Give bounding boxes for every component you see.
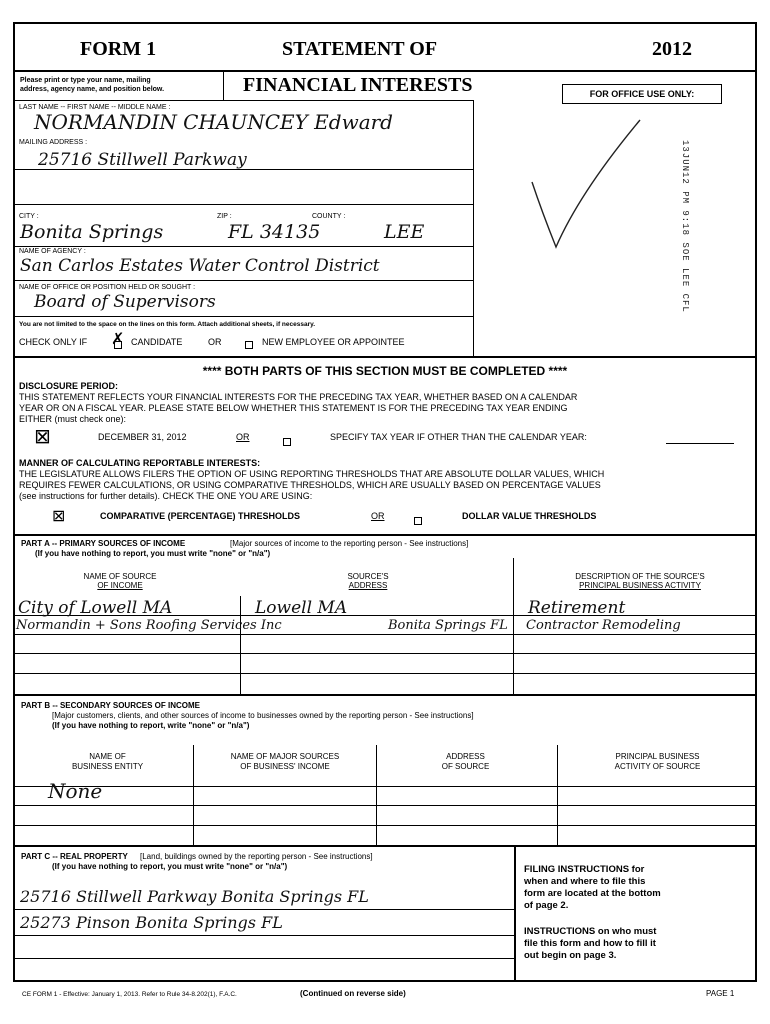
- name-label: LAST NAME -- FIRST NAME -- MIDDLE NAME :: [19, 104, 171, 111]
- not-limited-note: You are not limited to the space on the lines on this form. Attach additional sheets, if necessary.: [19, 321, 316, 328]
- city-line: [13, 246, 473, 247]
- part-a-row2-activity[interactable]: Contractor Remodeling: [526, 618, 681, 633]
- part-b-col3-header: ADDRESS OF SOURCE: [441, 752, 490, 771]
- part-c-row1[interactable]: 25716 Stillwell Parkway Bonita Springs FL: [20, 887, 369, 906]
- part-a-row1-activity[interactable]: Retirement: [528, 598, 626, 618]
- candidate-label: CANDIDATE: [131, 337, 183, 347]
- part-a-row-line-4: [13, 673, 757, 674]
- candidate-check-mark: ✗: [111, 329, 125, 348]
- county-value[interactable]: LEE: [384, 221, 425, 243]
- section-divider-1: [13, 356, 757, 358]
- name-value[interactable]: NORMANDIN CHAUNCEY Edward: [34, 110, 393, 134]
- manner-label: MANNER OF CALCULATING REPORTABLE INTERESTS:: [19, 458, 261, 468]
- state-zip-value[interactable]: FL 34135: [228, 221, 321, 243]
- part-c-sub: (If you have nothing to report, you must write "none" or "n/a"): [52, 862, 288, 871]
- print-note-divider: [223, 70, 224, 100]
- section-divider-4: [13, 845, 757, 847]
- comparative-label: COMPARATIVE (PERCENTAGE) THRESHOLDS: [100, 511, 301, 521]
- part-c-row-line-2: [13, 935, 514, 936]
- part-c-title: PART C -- REAL PROPERTY: [21, 852, 128, 861]
- part-b-col-divider-3: [557, 745, 558, 845]
- print-note-2: address, agency name, and position below.: [20, 86, 165, 93]
- specify-line: [666, 443, 734, 444]
- footer-left: CE FORM 1 - Effective: January 1, 2013. Refer to Rule 34-8.202(1), F.A.C.: [22, 991, 237, 998]
- part-b-col4-header: PRINCIPAL BUSINESS ACTIVITY OF SOURCE: [614, 752, 701, 771]
- form-title-line1: STATEMENT OF: [282, 38, 438, 60]
- manner-line-3: (see instructions for further details). CHECK THE ONE YOU ARE USING:: [19, 491, 313, 501]
- or-underlined-1: OR: [236, 432, 250, 442]
- disclosure-label: DISCLOSURE PERIOD:: [19, 381, 119, 391]
- comparative-check-mark[interactable]: ⊠: [52, 506, 66, 525]
- part-a-col3-header: DESCRIPTION OF THE SOURCE'S PRINCIPAL BUSINESS ACTIVITY: [575, 572, 705, 590]
- part-c-row-line-1: [13, 909, 514, 910]
- disclosure-line-1: THIS STATEMENT REFLECTS YOUR FINANCIAL INTERESTS FOR THE PRECEDING TAX YEAR, WHETHER BASED ON A CALENDAR: [19, 392, 578, 402]
- specify-label: SPECIFY TAX YEAR IF OTHER THAN THE CALENDAR YEAR:: [330, 432, 587, 442]
- address-line-2: [13, 204, 473, 205]
- part-b-note: [Major customers, clients, and other sources of income to businesses owned by the reporting person - See instructions]: [52, 711, 474, 720]
- part-a-row1-name[interactable]: City of Lowell MA: [18, 598, 173, 618]
- filing-instructions: FILING INSTRUCTIONS for when and where to file this form are located at the bottom of page 2.: [524, 864, 661, 911]
- position-value[interactable]: Board of Supervisors: [34, 292, 216, 312]
- position-label: NAME OF OFFICE OR POSITION HELD OR SOUGHT :: [19, 284, 196, 291]
- part-a-row2-name[interactable]: Normandin + Sons Roofing Services Inc: [16, 618, 282, 633]
- part-b-row-line-3: [13, 825, 757, 826]
- print-note-1: Please print or type your name, mailing: [20, 77, 151, 84]
- part-b-row-line-1: [13, 786, 757, 787]
- part-a-title: PART A -- PRIMARY SOURCES OF INCOME: [21, 539, 186, 548]
- part-b-sub: (If you have nothing to report, write "none" or "n/a"): [52, 721, 250, 730]
- part-a-sub: (If you have nothing to report, you must write "none" or "n/a"): [35, 549, 271, 558]
- disclosure-line-3: EITHER (must check one):: [19, 414, 127, 424]
- part-a-row2-address[interactable]: Bonita Springs FL: [388, 618, 508, 633]
- form-year: 2012: [652, 38, 692, 60]
- part-b-title: PART B -- SECONDARY SOURCES OF INCOME: [21, 701, 200, 710]
- city-label: CITY :: [19, 213, 39, 220]
- office-checkmark: [520, 112, 660, 262]
- dec31-label: DECEMBER 31, 2012: [98, 432, 187, 442]
- manner-line-2: REQUIRES FEWER CALCULATIONS, OR USING COMPARATIVE THRESHOLDS, WHICH ARE USUALLY BASED ON PERCENTAGE VALUES: [19, 480, 601, 490]
- county-label: COUNTY :: [312, 213, 346, 220]
- address-label: MAILING ADDRESS :: [19, 139, 88, 146]
- city-value[interactable]: Bonita Springs: [20, 221, 164, 243]
- form-number: FORM 1: [80, 38, 157, 60]
- part-c-note: [Land, buildings owned by the reporting person - See instructions]: [140, 852, 373, 861]
- part-a-col1-header: NAME OF SOURCE OF INCOME: [83, 572, 157, 590]
- part-a-col-divider-1: [240, 596, 241, 694]
- dollar-checkbox[interactable]: [414, 512, 422, 530]
- print-note-bottom: [13, 100, 473, 101]
- part-c-divider: [514, 845, 516, 982]
- footer-center: (Continued on reverse side): [300, 989, 406, 998]
- manner-line-1: THE LEGISLATURE ALLOWS FILERS THE OPTION OF USING REPORTING THRESHOLDS THAT ARE ABSOLUTE DOLLAR VALUES, WHICH: [19, 469, 605, 479]
- part-c-row2[interactable]: 25273 Pinson Bonita Springs FL: [20, 913, 283, 932]
- part-b-col-divider-1: [193, 745, 194, 845]
- filer-block-right-border: [473, 100, 474, 356]
- part-b-col1-header: NAME OF BUSINESS ENTITY: [71, 752, 144, 771]
- or-underlined-2: OR: [371, 511, 385, 521]
- agency-line: [13, 280, 473, 281]
- agency-value[interactable]: San Carlos Estates Water Control District: [20, 256, 380, 276]
- new-employee-checkbox[interactable]: [245, 336, 253, 354]
- or-label: OR: [208, 337, 222, 347]
- part-a-row1-address[interactable]: Lowell MA: [255, 598, 348, 618]
- address-line-1: [13, 169, 473, 170]
- specify-checkbox[interactable]: [283, 433, 291, 451]
- address-value[interactable]: 25716 Stillwell Parkway: [38, 150, 247, 170]
- part-a-row-line-2: [13, 634, 757, 635]
- part-b-entry[interactable]: None: [48, 779, 103, 803]
- footer-page: PAGE 1: [706, 989, 735, 998]
- received-stamp: 13JUN12 PM 9:18 SOE LEE CFL: [680, 140, 690, 313]
- both-parts-heading: **** BOTH PARTS OF THIS SECTION MUST BE COMPLETED ****: [202, 364, 568, 378]
- part-a-row-line-3: [13, 653, 757, 654]
- who-must-file-instructions: INSTRUCTIONS on who must file this form and how to fill it out begin on page 3.: [524, 926, 657, 961]
- header-divider: [13, 70, 757, 72]
- dollar-label: DOLLAR VALUE THRESHOLDS: [462, 511, 597, 521]
- position-line: [13, 316, 473, 317]
- part-a-col2-header: SOURCE'S ADDRESS: [347, 572, 389, 590]
- section-divider-3: [13, 694, 757, 696]
- agency-label: NAME OF AGENCY :: [19, 248, 86, 255]
- check-only-if: CHECK ONLY IF: [19, 337, 88, 347]
- dec31-check-mark[interactable]: ⊠: [34, 424, 51, 448]
- part-a-note: [Major sources of income to the reporting person - See instructions]: [230, 539, 469, 548]
- part-c-row-line-3: [13, 958, 514, 959]
- part-b-col2-header: NAME OF MAJOR SOURCES OF BUSINESS' INCOME: [230, 752, 340, 771]
- disclosure-line-2: YEAR OR ON A FISCAL YEAR. PLEASE STATE BELOW WHETHER THIS STATEMENT IS FOR THE PRECEDING TAX YEAR ENDING: [19, 403, 568, 413]
- zip-label: ZIP :: [217, 213, 232, 220]
- section-divider-2: [13, 534, 757, 536]
- form-title-line2: FINANCIAL INTERESTS: [243, 74, 473, 96]
- office-use-box: FOR OFFICE USE ONLY:: [562, 84, 722, 104]
- part-b-row-line-2: [13, 805, 757, 806]
- part-b-col-divider-2: [376, 745, 377, 845]
- new-employee-label: NEW EMPLOYEE OR APPOINTEE: [262, 337, 405, 347]
